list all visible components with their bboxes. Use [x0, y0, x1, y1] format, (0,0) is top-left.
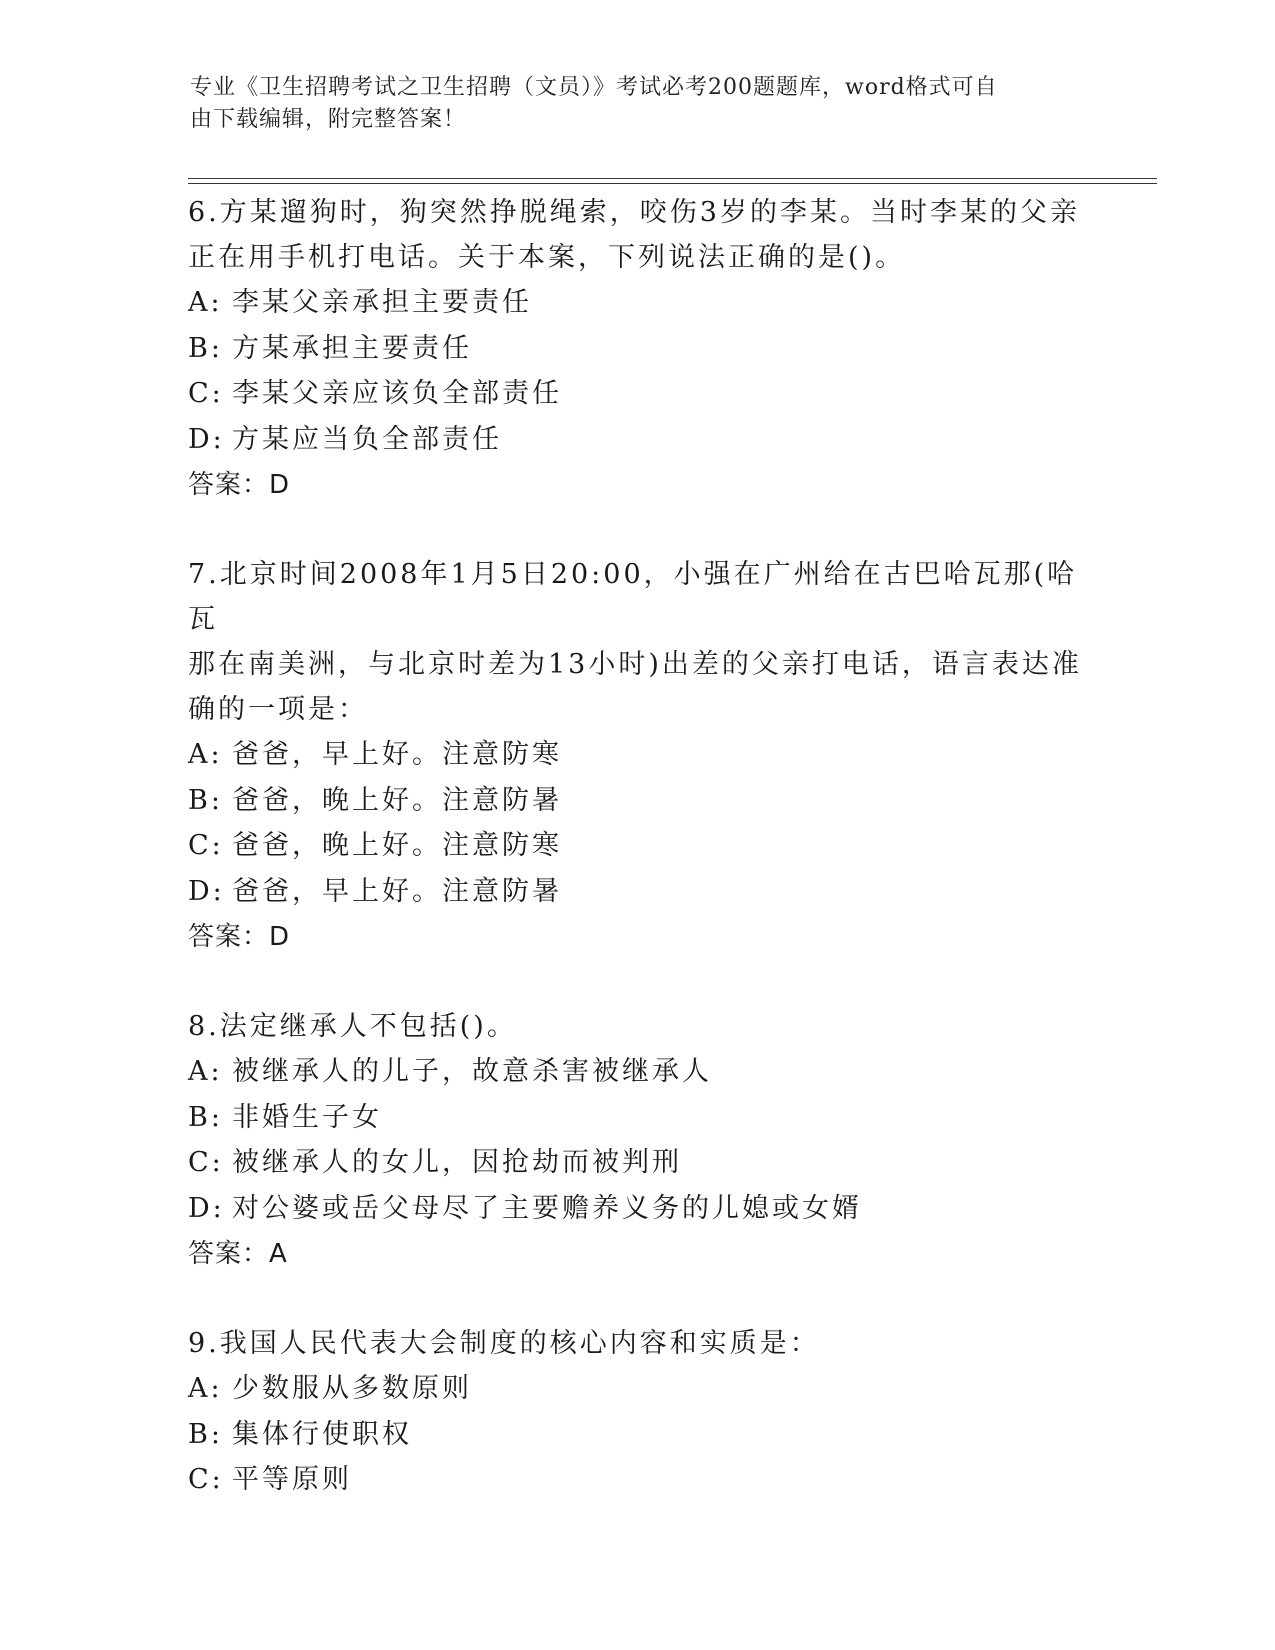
option-text: 李某父亲承担主要责任 — [232, 287, 532, 318]
header-line-2: 由下载编辑，附完整答案！ — [190, 107, 467, 132]
header-divider-top — [188, 178, 1157, 179]
option-c — [188, 1140, 1088, 1186]
option-b — [188, 326, 1088, 372]
question-stem-line: 确的一项是： — [188, 694, 368, 725]
option-text: 对公婆或岳父母尽了主要赡养义务的儿媳或女婿 — [232, 1192, 862, 1224]
option-a — [188, 732, 1088, 778]
option-text: 被继承人的儿子，故意杀害被继承人 — [232, 1056, 712, 1087]
answer-line: 答案：D — [188, 922, 291, 952]
option-text: 少数服从多数原则 — [232, 1373, 472, 1404]
option-letter: B: — [188, 1101, 223, 1133]
option-letter: C: — [188, 830, 224, 861]
question-6 — [188, 190, 1088, 508]
option-text: 被继承人的女儿，因抢劫而被判刑 — [232, 1147, 682, 1178]
option-b — [188, 1412, 1088, 1458]
option-a — [188, 1049, 1088, 1095]
option-letter: B: — [188, 332, 223, 364]
document-header — [190, 72, 1090, 136]
option-text: 非婚生子女 — [232, 1101, 382, 1133]
question-stem-line: 8.法定继承人不包括()。 — [188, 1011, 517, 1042]
option-letter: A: — [188, 287, 223, 318]
question-spacer — [188, 508, 1088, 552]
option-a — [188, 280, 1088, 326]
option-letter: A: — [188, 1056, 223, 1087]
option-letter: A: — [188, 1373, 223, 1404]
option-b — [188, 1095, 1088, 1141]
option-letter: A: — [188, 739, 223, 770]
option-letter: B: — [188, 784, 223, 816]
option-d — [188, 869, 1088, 915]
question-stem-line: 7.北京时间2008年1月5日20:00，小强在广州给在古巴哈瓦那(哈瓦 — [188, 559, 1078, 635]
option-a — [188, 1366, 1088, 1412]
option-d — [188, 417, 1088, 463]
question-7 — [188, 552, 1088, 960]
option-letter: D: — [188, 423, 225, 455]
option-letter: C: — [188, 378, 224, 409]
question-9 — [188, 1321, 1088, 1503]
question-8 — [188, 1004, 1088, 1277]
option-letter: D: — [188, 1192, 225, 1224]
option-d — [188, 1186, 1088, 1232]
question-stem-line: 9.我国人民代表大会制度的核心内容和实质是： — [188, 1328, 820, 1359]
option-text: 平等原则 — [232, 1464, 352, 1495]
option-c — [188, 371, 1088, 417]
header-line-1: 专业《卫生招聘考试之卫生招聘（文员）》考试必考200题题库，word格式可自 — [190, 75, 998, 100]
option-letter: C: — [188, 1464, 224, 1495]
option-c — [188, 1457, 1088, 1503]
option-letter: C: — [188, 1147, 224, 1178]
answer-line: 答案：A — [188, 1239, 288, 1269]
question-list — [188, 190, 1088, 1503]
option-b — [188, 778, 1088, 824]
option-text: 李某父亲应该负全部责任 — [232, 378, 562, 409]
question-stem-line: 6.方某遛狗时，狗突然挣脱绳索，咬伤3岁的李某。当时李某的父亲 — [188, 197, 1080, 228]
option-letter: D: — [188, 875, 225, 907]
question-stem-line: 正在用手机打电话。关于本案，下列说法正确的是()。 — [188, 242, 906, 273]
question-stem-line: 那在南美洲，与北京时差为13小时)出差的父亲打电话，语言表达准 — [188, 649, 1082, 680]
option-c — [188, 823, 1088, 869]
question-spacer — [188, 960, 1088, 1004]
question-spacer — [188, 1277, 1088, 1321]
option-letter: B: — [188, 1418, 223, 1450]
option-text: 集体行使职权 — [232, 1418, 412, 1450]
option-text: 方某应当负全部责任 — [232, 423, 502, 455]
option-text: 爸爸，晚上好。注意防寒 — [232, 830, 562, 861]
option-text: 爸爸，晚上好。注意防暑 — [232, 784, 562, 816]
option-text: 爸爸，早上好。注意防寒 — [232, 739, 562, 770]
answer-line: 答案：D — [188, 470, 291, 500]
header-divider-bottom — [188, 183, 1157, 184]
option-text: 爸爸，早上好。注意防暑 — [232, 875, 562, 907]
option-text: 方某承担主要责任 — [232, 332, 472, 364]
